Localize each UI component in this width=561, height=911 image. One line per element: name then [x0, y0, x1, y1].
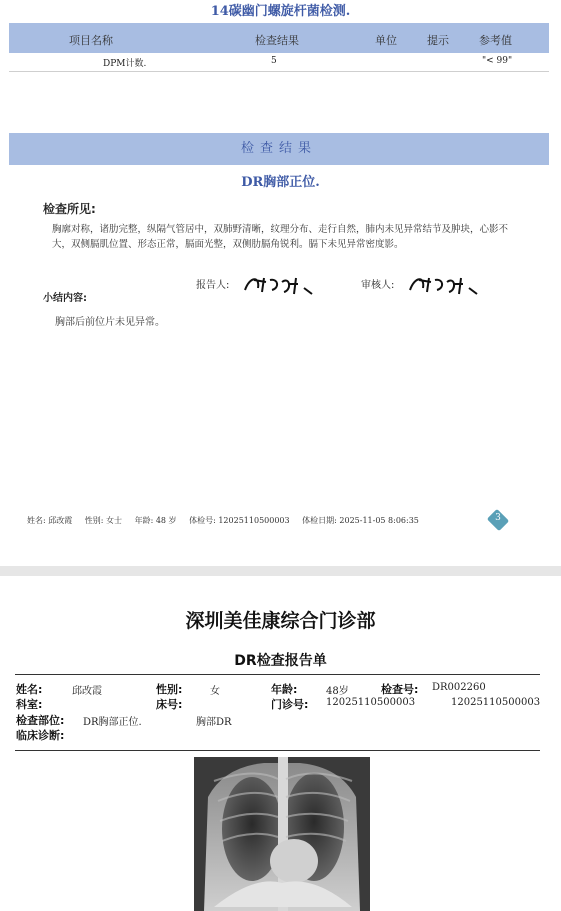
footer-exam-date: 体检日期: 2025-11-05 8:06:35 [302, 516, 419, 525]
part-value-2: 胸部DR [196, 717, 232, 728]
chest-xray-image [194, 757, 370, 911]
gender-label: 性别: [156, 683, 183, 696]
page-number: 3 [495, 513, 501, 523]
findings-heading: 检查所见: [43, 202, 96, 216]
row-result: 5 [271, 56, 277, 66]
lab-test-title: 14碳幽门螺旋杆菌检测. [210, 4, 351, 19]
result-table-header [9, 23, 549, 53]
col-reference: 参考值 [479, 34, 512, 47]
findings-text: 胸廓对称，诸肋完整，纵隔气管居中，双肺野清晰，纹理分布、走行自然，肺内未见异常结节及肿块，心影不大，双侧膈肌位置、形态正常，膈面光整，双侧肋膈角锐利。膈下未见异常密度影。 [52, 224, 509, 250]
age-value: 48岁 [326, 686, 349, 697]
col-item-name: 项目名称 [69, 34, 113, 47]
part-label: 检查部位: [16, 714, 65, 727]
summary-text: 胸部后前位片未见异常。 [55, 317, 165, 328]
table-row [9, 53, 549, 72]
footer-name: 姓名: 邱改霞 [27, 516, 73, 525]
reporter-label: 报告人: [196, 280, 230, 291]
reviewer-signature [405, 272, 485, 298]
row-item-name: DPM计数. [103, 59, 147, 69]
divider [15, 750, 540, 751]
exam-no-value: DR002260 [432, 682, 486, 693]
dept-label: 科室: [16, 698, 43, 711]
page-separator [0, 566, 561, 576]
footer-age: 年龄: 48 岁 [134, 516, 177, 525]
divider [15, 674, 540, 675]
gender-value: 女 [210, 686, 220, 697]
reviewer-label: 审核人: [361, 280, 395, 291]
diagnosis-label: 临床诊断: [16, 729, 65, 742]
clinic-no-label: 门诊号: [271, 698, 309, 711]
summary-heading: 小结内容: [43, 293, 87, 304]
row-reference: "< 99" [482, 56, 513, 66]
exam-result-header: 检查结果 [9, 133, 549, 165]
col-unit: 单位 [375, 34, 397, 47]
col-result: 检查结果 [255, 34, 299, 47]
dr-exam-title: DR胸部正位. [241, 175, 320, 190]
footer-gender: 性别: 女士 [84, 516, 123, 525]
age-label: 年龄: [271, 683, 298, 696]
report-title: DR检查报告单 [234, 653, 327, 669]
name-value: 邱改霞 [72, 686, 102, 697]
exam-no-label: 检查号: [381, 683, 419, 696]
bed-label: 床号: [156, 698, 183, 711]
name-label: 姓名: [16, 683, 43, 696]
footer-exam-no: 体检号: 12025110500003 [189, 516, 290, 525]
reporter-signature [240, 272, 320, 298]
clinic-no-value-2: 12025110500003 [451, 697, 541, 708]
patient-footer [27, 515, 429, 526]
clinic-name: 深圳美佳康综合门诊部 [185, 610, 376, 632]
part-value: DR胸部正位. [83, 717, 142, 728]
clinic-no-value: 12025110500003 [326, 697, 416, 708]
col-flag: 提示 [427, 34, 449, 47]
